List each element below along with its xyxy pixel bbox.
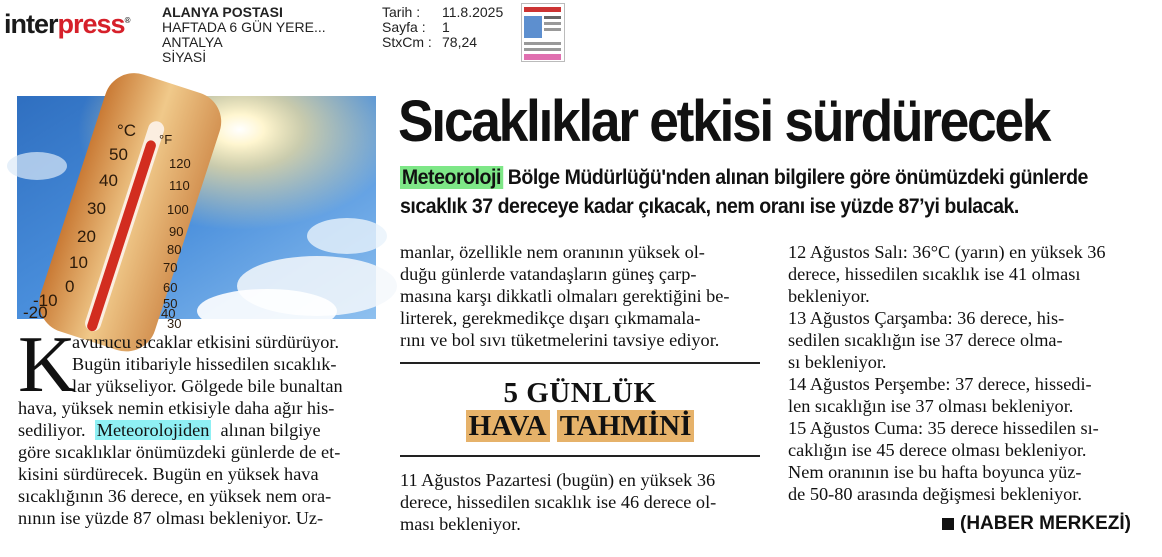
thermometer-photo: [17, 96, 376, 331]
col3-line: sı bekleniyor.: [788, 352, 887, 372]
col1-line: kisini sürdürecek. Bugün en yüksek hava: [18, 464, 319, 484]
stxcm-value: 78,24: [442, 34, 478, 50]
col3-line: 12 Ağustos Salı: 36°C (yarın) en yüksek 36: [788, 242, 1106, 262]
spot-text: [400, 163, 1098, 221]
stxcm-label: StxCm :: [382, 34, 432, 50]
drop-cap: K: [18, 321, 76, 409]
col2-line: lirterek, gerekmedikçe dışarı çıkmamala-: [400, 308, 701, 328]
publication-name: ALANYA POSTASI: [162, 4, 283, 20]
col3-line: sedilen sıcaklığın ise 37 derece olma-: [788, 330, 1063, 350]
scale-right-10: 30: [167, 316, 182, 331]
scale-left-7: -10: [33, 291, 58, 310]
col2-line: masına karşı dikkatli olmaları gerektiğini be-: [400, 286, 730, 306]
forecast-word-hava: HAVA: [466, 410, 550, 442]
col2-line: duğu günlerde vatandaşların güneş çarp-: [400, 264, 697, 284]
col2-line: manlar, özellikle nem oranının yüksek ol-: [400, 242, 705, 262]
scale-right-2: 110: [169, 178, 190, 193]
scale-left-2: 40: [99, 171, 118, 190]
meteoroloji-highlight: Meteorolojiden: [96, 420, 210, 440]
page-value: 1: [442, 19, 450, 35]
scale-right-3: 100: [167, 202, 189, 217]
interpress-logo: interpress®: [4, 9, 130, 39]
scale-right-4: 90: [169, 224, 184, 239]
signature: [942, 512, 1131, 536]
col3-line: derece, hissedilen sıcaklık ise 41 olması: [788, 264, 1081, 284]
divider-top: [400, 362, 760, 364]
col2-line: rını ve bol sıvı tüketmelerini tavsiye ediyor.: [400, 330, 720, 350]
col3-line: caklığın ise 45 derece olması bekleniyor.: [788, 440, 1087, 460]
scale-left-6: 0: [65, 277, 75, 296]
article-column-2-bottom: [400, 469, 760, 535]
scale-right-1: 120: [169, 156, 191, 171]
date-value: 11.8.2025: [442, 4, 504, 20]
col2-line: ması bekleniyor.: [400, 514, 521, 534]
scale-right-5: 80: [167, 242, 182, 257]
scale-left-5: 10: [69, 253, 88, 272]
article-column-3: [788, 241, 1150, 505]
page-label: Sayfa :: [382, 19, 426, 35]
col3-line: de 50-80 arasında değişmesi bekleniyor.: [788, 484, 1082, 504]
scale-left-4: 20: [77, 227, 96, 246]
page-thumbnail[interactable]: [521, 3, 565, 62]
col2-line: 11 Ağustos Pazartesi (bugün) en yüksek 36: [400, 470, 716, 490]
col3-line: 13 Ağustos Çarşamba: 36 derece, his-: [788, 308, 1065, 328]
col2-line: derece, hissedilen sıcaklık ise 46 derece ol-: [400, 492, 717, 512]
scale-left-0: °C: [117, 121, 137, 140]
col3-line: bekleniyor.: [788, 286, 870, 306]
col1-line: sediliyor. Meteorolojiden alınan bilgiye: [18, 420, 321, 440]
article-column-2: [400, 241, 760, 351]
date-label: Tarih :: [382, 4, 421, 20]
forecast-word-tahmini: TAHMİNİ: [557, 410, 695, 442]
col3-line: Nem oranının ise bu hafta boyunca yüz-: [788, 462, 1082, 482]
headline: Sıcaklıklar etkisi sürdürecek: [398, 89, 1050, 154]
col3-line: 14 Ağustos Perşembe: 37 derece, hissedi-: [788, 374, 1092, 394]
scale-left-1: 50: [109, 145, 128, 164]
publication-section: SİYASİ: [162, 49, 207, 65]
publication-frequency: HAFTADA 6 GÜN YERE...: [162, 19, 326, 35]
square-bullet-icon: [942, 518, 954, 530]
col3-line: len sıcaklığın ise 37 olması bekleniyor.: [788, 396, 1074, 416]
col3-line: 15 Ağustos Cuma: 35 derece hissedilen sı-: [788, 418, 1099, 438]
scale-left-3: 30: [87, 199, 106, 218]
scale-right-7: 60: [163, 280, 178, 295]
col1-line: göre sıcaklıklar önümüzdeki günlerde de et-: [18, 442, 341, 462]
divider-bottom: [400, 455, 760, 457]
col1-line: nının ise yüzde 87 olması bekleniyor. Uz-: [18, 508, 324, 528]
col1-line: sıcaklığının 36 derece, en yüksek nem ora-: [18, 486, 332, 506]
col1-line: lar yükseliyor. Gölgede bile bunaltan: [72, 376, 343, 396]
col1-line: Bugün itibariyle hissedilen sıcaklık-: [72, 354, 337, 374]
scale-right-0: °F: [159, 132, 173, 147]
forecast-title-line2: [400, 410, 760, 442]
spot-line1: Bölge Müdürlüğü'nden alınan bilgilere göre önümüzdeki günlerde: [502, 166, 1088, 189]
col1-line: avurucu sıcaklar etkisini sürdürüyor.: [72, 332, 340, 352]
spot-highlight: Meteoroloji: [401, 166, 501, 189]
clipping-info: [382, 5, 503, 50]
scale-left-8: -20: [23, 303, 48, 322]
scale-right-6: 70: [163, 260, 178, 275]
scale-right-8: 50: [163, 296, 178, 311]
spot-line2: sıcaklık 37 dereceye kadar çıkacak, nem oranı ise yüzde 87’yi bulacak.: [400, 195, 1019, 218]
publication-city: ANTALYA: [162, 34, 223, 50]
signature-text: (HABER MERKEZİ): [960, 513, 1131, 534]
publication-info: [162, 5, 372, 65]
forecast-title-line1: 5 GÜNLÜK: [503, 377, 657, 409]
col1-line: hava, yüksek nemin etkisiyle daha ağır his-: [18, 398, 335, 418]
scale-right-9: 40: [161, 306, 176, 321]
